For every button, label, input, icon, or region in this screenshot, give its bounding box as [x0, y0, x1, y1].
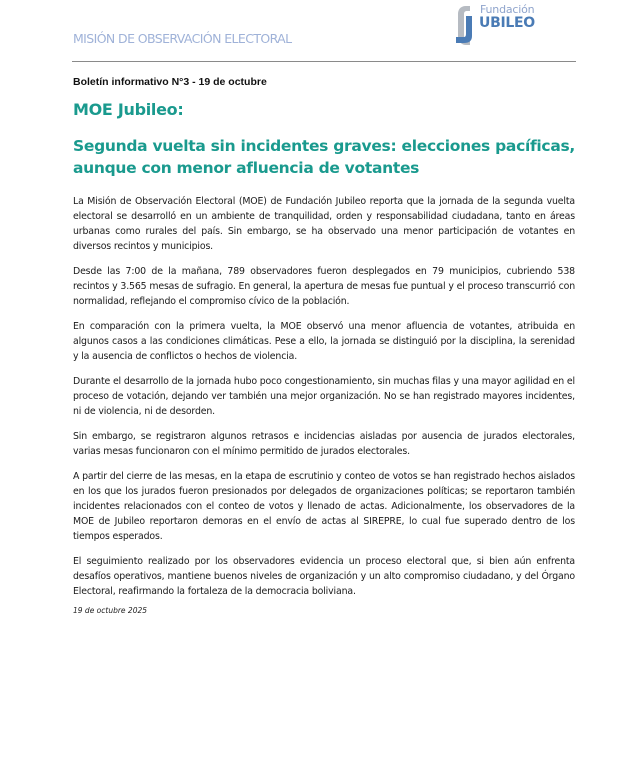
document-date: 19 de octubre 2025	[73, 606, 148, 615]
document-body	[73, 75, 575, 615]
header-title: MISIÓN DE OBSERVACIÓN ELECTORAL	[73, 31, 292, 46]
header-divider	[72, 61, 576, 62]
paragraph: Durante el desarrollo de la jornada hubo poco congestionamiento, sin muchas filas y una mayor agilidad en el proceso de votación, dejando ver también una mejor organización. No se han registrado mayores incidentes, ni de violencia, ni de desorden.	[73, 376, 575, 417]
headline: Segunda vuelta sin incidentes graves: elecciones pacíficas, aunque con menor afluencia de votantes	[73, 137, 575, 177]
paragraph: A partir del cierre de las mesas, en la etapa de escrutinio y conteo de votos se han registrado hechos aislados en los que los jurados fueron presionados por delegados de organizaciones políticas; se reportaron también incidentes relacionados con el conteo de votos y llenado de actas. Adicionalmente, los observadores de la MOE de Jubileo reportaron demoras en el envío de actas al SIREPRE, lo cual fue superado dentro de los tiempos esperados.	[73, 471, 575, 542]
paragraph: Sin embargo, se registraron algunos retrasos e incidencias aisladas por ausencia de jurados electorales, varias mesas funcionaron con el mínimo permitido de jurados electorales.	[73, 431, 575, 457]
logo-text-fundacion: Fundación	[480, 3, 535, 16]
logo-text-jubileo: UBILEO	[479, 15, 535, 31]
jubileo-logo-icon	[452, 2, 474, 46]
bulletin-label: Boletín informativo N°3 - 19 de octubre	[73, 76, 267, 88]
fundacion-jubileo-logo	[452, 0, 552, 48]
section-title: MOE Jubileo:	[73, 100, 184, 119]
paragraph: En comparación con la primera vuelta, la MOE observó una menor afluencia de votantes, atribuida en algunos casos a las condiciones climáticas. Pese a ello, la jornada se distinguió por la disciplina, la serenidad y la ausencia de conflictos o hechos de violencia.	[73, 321, 575, 362]
paragraph: La Misión de Observación Electoral (MOE) de Fundación Jubileo reporta que la jornada de la segunda vuelta electoral se desarrolló en un ambiente de tranquilidad, orden y responsabilidad ciudadana, tanto en áreas urbanas como rurales del país. Sin embargo, se ha observado una menor participación de votantes en diversos recintos y municipios.	[73, 196, 575, 252]
paragraph: El seguimiento realizado por los observadores evidencia un proceso electoral que, si bien aún enfrenta desafíos operativos, mantiene buenos niveles de organización y un alto compromiso ciudadano, y del Órgano Electoral, reafirmando la fortaleza de la democracia boliviana.	[73, 556, 575, 597]
paragraph: Desde las 7:00 de la mañana, 789 observadores fueron desplegados en 79 municipios, cubriendo 538 recintos y 3.565 mesas de sufragio. En general, la apertura de mesas fue puntual y el proceso transcurrió con normalidad, reflejando el compromiso cívico de la población.	[73, 266, 575, 307]
